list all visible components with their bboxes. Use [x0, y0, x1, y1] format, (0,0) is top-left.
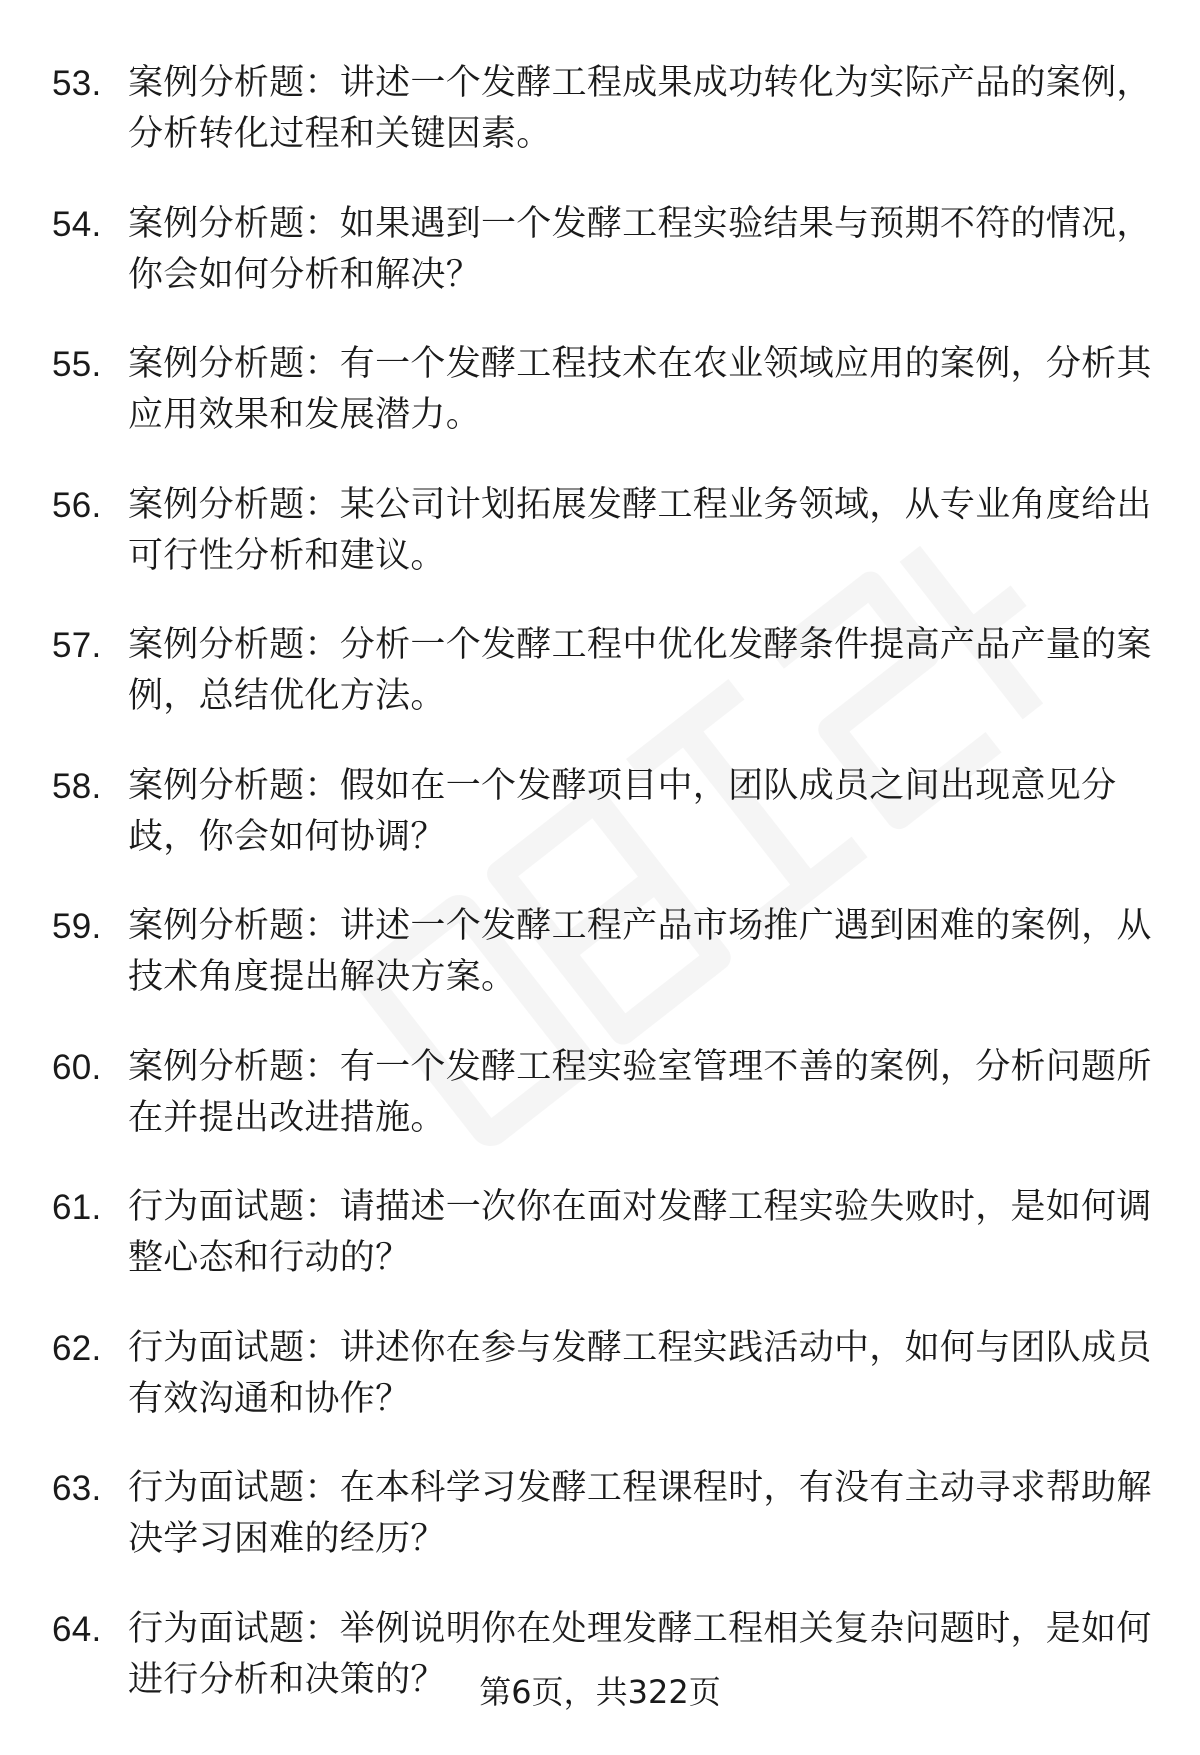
- question-item-59: [52, 901, 1152, 1003]
- question-item-56: [52, 480, 1152, 582]
- question-item-61: [52, 1182, 1152, 1284]
- question-text: 行为面试题：举例说明你在处理发酵工程相关复杂问题时，是如何进行分析和决策的？: [128, 1608, 1152, 1700]
- question-number: 60.: [52, 1047, 102, 1087]
- page-number-footer: 第6页，共322页: [479, 1673, 721, 1711]
- question-number: 59.: [52, 907, 102, 946]
- question-text: 行为面试题：请描述一次你在面对发酵工程实验失败时，是如何调整心态和行动的？: [128, 1187, 1152, 1278]
- question-item-53: [52, 58, 1152, 160]
- question-text: 案例分析题：有一个发酵工程实验室管理不善的案例，分析问题所在并提出改进措施。: [128, 1046, 1152, 1138]
- question-item-58: [52, 761, 1152, 863]
- question-number: 62.: [52, 1328, 102, 1368]
- question-item-55: [52, 339, 1152, 441]
- question-number: 57.: [52, 626, 102, 665]
- question-text: 案例分析题：讲述一个发酵工程成果成功转化为实际产品的案例，分析转化过程和关键因素。: [128, 63, 1152, 154]
- question-text: 案例分析题：假如在一个发酵项目中，团队成员之间出现意见分歧，你会如何协调？: [128, 765, 1117, 857]
- question-text: 行为面试题：讲述你在参与发酵工程实践活动中，如何与团队成员有效沟通和协作？: [128, 1327, 1152, 1419]
- question-text: 案例分析题：有一个发酵工程技术在农业领域应用的案例，分析其应用效果和发展潜力。: [128, 344, 1152, 435]
- question-item-60: [52, 1042, 1152, 1144]
- question-number: 64.: [52, 1609, 102, 1649]
- question-text: 案例分析题：分析一个发酵工程中优化发酵条件提高产品产量的案例，总结优化方法。: [128, 625, 1152, 716]
- question-text: 案例分析题：如果遇到一个发酵工程实验结果与预期不符的情况，你会如何分析和解决？: [128, 203, 1152, 295]
- question-item-62: [52, 1323, 1152, 1425]
- question-text: 行为面试题：在本科学习发酵工程课程时，有没有主动寻求帮助解决学习困难的经历？: [128, 1468, 1152, 1559]
- question-list: [52, 58, 1152, 1744]
- question-text: 案例分析题：讲述一个发酵工程产品市场推广遇到困难的案例，从技术角度提出解决方案。: [128, 906, 1152, 997]
- question-number: 55.: [52, 345, 102, 384]
- question-text: 案例分析题：某公司计划拓展发酵工程业务领域，从专业角度给出可行性分析和建议。: [128, 484, 1152, 576]
- question-number: 63.: [52, 1469, 102, 1508]
- question-number: 58.: [52, 766, 102, 806]
- question-item-54: [52, 199, 1152, 301]
- question-number: 53.: [52, 64, 102, 103]
- question-number: 61.: [52, 1188, 102, 1227]
- question-item-57: [52, 620, 1152, 722]
- question-item-63: [52, 1463, 1152, 1565]
- question-number: 56.: [52, 485, 102, 525]
- question-number: 54.: [52, 204, 102, 244]
